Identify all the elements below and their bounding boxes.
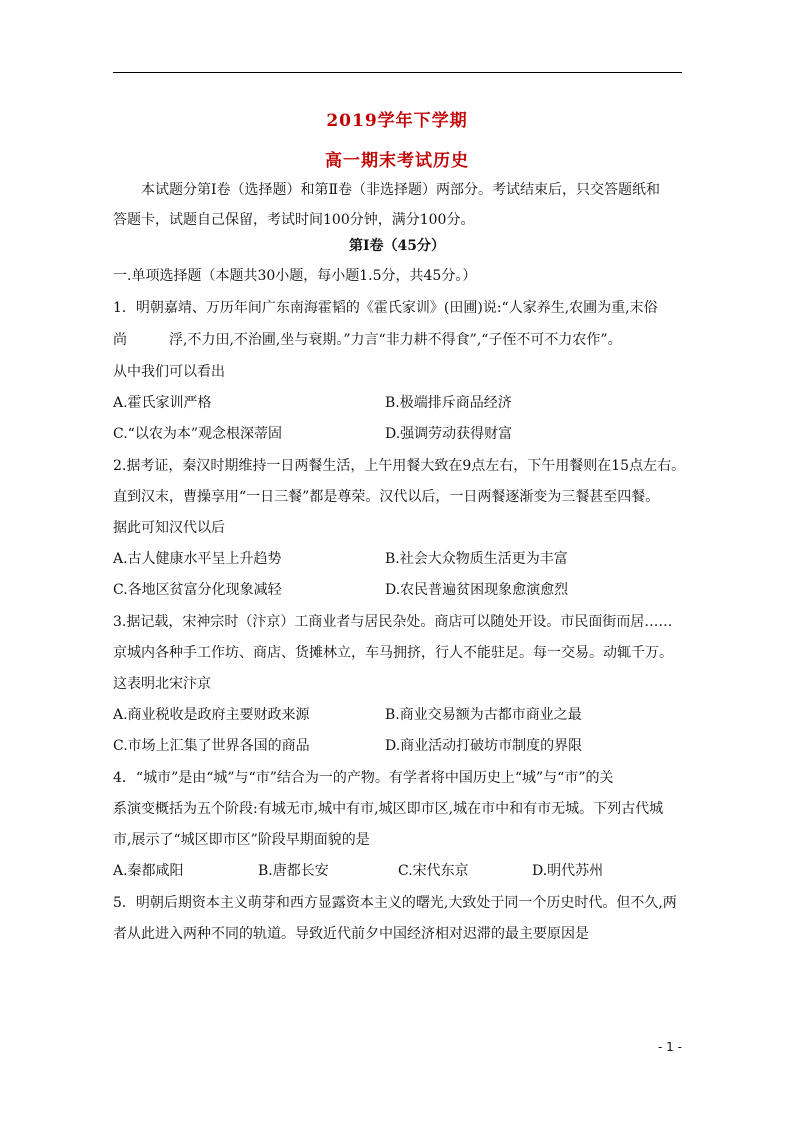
header-rule	[113, 72, 682, 73]
q5-stem-line-2: 者从此进入两种不同的轨道。导致近代前夕中国经济相对迟滞的最主要原因是	[113, 926, 589, 942]
q2-option-c: C.各地区贫富分化现象减轻	[113, 582, 282, 598]
q1-stem-line-3: 从中我们可以看出	[113, 364, 225, 380]
q1-option-c: C.“以农为本”观念根深蒂固	[113, 426, 282, 442]
q3-stem-line-3: 这表明北宋汴京	[113, 676, 211, 692]
section-heading: 第Ⅰ卷（45分）	[348, 238, 446, 254]
q2-stem-line-2: 直到汉末，曹操享用“一日三餐”都是尊荣。汉代以后，一日两餐逐渐变为三餐甚至四餐。	[113, 489, 660, 505]
q3-stem-line-2: 京城内各种手工作坊、商店、货摊林立，车马拥挤，行人不能驻足。每一交易。动辄千万。	[113, 645, 673, 661]
q5-stem-line-1: 5．明朝后期资本主义萌芽和西方显露资本主义的曙光,大致处于同一个历史时代。但不久,两	[113, 895, 677, 911]
q1-option-d: D.强调劳动获得财富	[385, 426, 513, 442]
q4-option-c: C.宋代东京	[398, 863, 469, 879]
exam-subject-title: 高一期末考试历史	[325, 151, 469, 171]
intro-line-1: 本试题分第Ⅰ卷（选择题）和第Ⅱ卷（非选择题）两部分。考试结束后，只交答题纸和	[141, 182, 661, 198]
q2-option-d: D.农民普遍贫困现象愈演愈烈	[385, 582, 569, 598]
q3-option-d: D.商业活动打破坊市制度的界限	[385, 738, 583, 754]
q1-option-a: A.霍氏家训严格	[113, 395, 212, 411]
q2-option-b: B.社会大众物质生活更为丰富	[385, 551, 568, 567]
q3-option-a: A.商业税收是政府主要财政来源	[113, 707, 310, 723]
q3-option-b: B.商业交易额为古都市商业之最	[385, 707, 582, 723]
q3-option-c: C.市场上汇集了世界各国的商品	[113, 738, 310, 754]
q1-option-b: B.极端排斥商品经济	[385, 395, 512, 411]
section-instructions: 一.单项选择题（本题共30小题，每小题1.5分，共45分。）	[113, 268, 477, 284]
q4-option-d: D.明代苏州	[532, 863, 604, 879]
q4-stem-line-1: 4．“城市”是由“城”与“市”结合为一的产物。有学者将中国历史上“城”与“市”的关	[113, 770, 614, 786]
q4-option-b: B.唐都长安	[258, 863, 329, 879]
q3-stem-line-1: 3.据记载，宋神宗时（汴京）工商业者与居民杂处。商店可以随处开设。市民面街而居……	[113, 614, 673, 630]
q2-stem-line-3: 据此可知汉代以后	[113, 520, 225, 536]
q4-stem-line-3: 市,展示了“城区即市区”阶段早期面貌的是	[113, 832, 370, 848]
q4-option-a: A.秦都咸阳	[113, 863, 184, 879]
intro-line-2: 答题卡，试题自己保留，考试时间100分钟，满分100分。	[113, 212, 475, 228]
q4-stem-line-2: 系演变概括为五个阶段:有城无市,城中有市,城区即市区,城在市中和有市无城。下列古代城	[113, 801, 664, 817]
exam-term-title: 2019学年下学期	[326, 111, 468, 131]
q2-option-a: A.古人健康水平呈上升趋势	[113, 551, 282, 567]
page-number: - 1 -	[658, 1040, 682, 1054]
q2-stem-line-1: 2.据考证，秦汉时期维持一日两餐生活，上午用餐大致在9点左右，下午用餐则在15点左右。	[113, 458, 686, 474]
q1-stem-line-2: 尚 浮,不力田,不治圃,坐与衰期。”力言“非力耕不得食”,“子侄不可不力农作”。	[113, 332, 622, 348]
q1-stem-line-1: 1．明朝嘉靖、万历年间广东南海霍韬的《霍氏家训》(田圃)说:“人家养生,农圃为重,末俗	[113, 300, 658, 316]
